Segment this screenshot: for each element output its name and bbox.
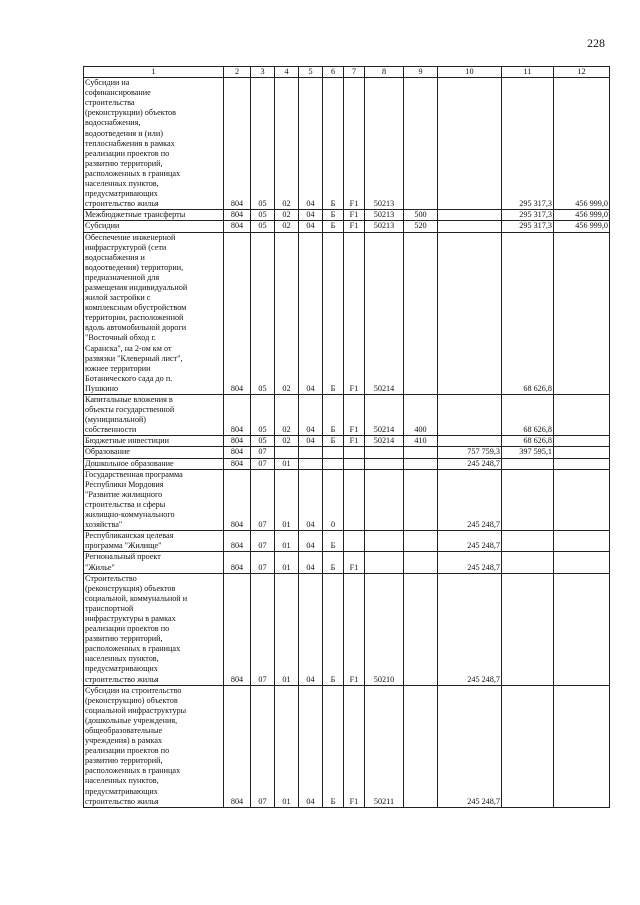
row-value-cell (344, 447, 365, 458)
page-number: 228 (587, 36, 605, 50)
row-value-cell: 02 (275, 436, 299, 447)
row-value-cell: 500 (404, 210, 438, 221)
row-value-cell (365, 458, 404, 469)
row-value-cell: 804 (224, 458, 251, 469)
row-value-cell: Б (323, 395, 344, 436)
row-value-cell (299, 458, 323, 469)
row-value-cell: 804 (224, 552, 251, 573)
row-value-cell: F1 (344, 210, 365, 221)
row-value-cell: Б (323, 232, 344, 395)
row-name-cell: Образование (84, 447, 224, 458)
row-value-cell: 07 (251, 458, 275, 469)
row-name-cell: Субсидии на строительство (реконструкцию) объектов социальной инфраструктуры (дошкольные учреждения, общеобразовательные учреждения) в рамках реализации проектов по развитию территорий, расположенных в границах населенных пунктов, предусматривающих строительство жилья (84, 685, 224, 807)
row-name-cell: Региональный проект "Жилье" (84, 552, 224, 573)
row-value-cell (275, 447, 299, 458)
row-value-cell: 804 (224, 221, 251, 232)
table-row (84, 78, 610, 210)
row-value-cell (554, 458, 610, 469)
table-row (84, 573, 610, 685)
row-value-cell: 245 248,7 (438, 685, 502, 807)
row-value-cell: 804 (224, 447, 251, 458)
row-value-cell (554, 573, 610, 685)
column-header: 1 (84, 67, 224, 78)
row-value-cell (323, 458, 344, 469)
table-header-row (84, 67, 610, 78)
row-value-cell: 804 (224, 395, 251, 436)
row-value-cell: 50214 (365, 395, 404, 436)
column-header: 8 (365, 67, 404, 78)
row-value-cell: 07 (251, 552, 275, 573)
row-value-cell: Б (323, 78, 344, 210)
column-header: 9 (404, 67, 438, 78)
row-value-cell: 02 (275, 395, 299, 436)
row-value-cell (404, 78, 438, 210)
row-value-cell (365, 469, 404, 531)
row-value-cell (438, 436, 502, 447)
row-value-cell: Б (323, 221, 344, 232)
row-value-cell (404, 469, 438, 531)
row-name-cell: Бюджетные инвестиции (84, 436, 224, 447)
row-value-cell: F1 (344, 395, 365, 436)
row-value-cell: Б (323, 685, 344, 807)
row-value-cell: 50214 (365, 436, 404, 447)
row-value-cell: 245 248,7 (438, 458, 502, 469)
row-value-cell: Б (323, 531, 344, 552)
row-value-cell: 04 (299, 552, 323, 573)
row-value-cell (502, 469, 554, 531)
row-value-cell: 04 (299, 232, 323, 395)
row-value-cell: 01 (275, 531, 299, 552)
row-value-cell: 295 317,3 (502, 210, 554, 221)
row-name-cell: Межбюджетные трансферты (84, 210, 224, 221)
row-value-cell: 757 759,3 (438, 447, 502, 458)
row-value-cell: Б (323, 436, 344, 447)
column-header: 6 (323, 67, 344, 78)
row-value-cell: 804 (224, 436, 251, 447)
row-value-cell: 04 (299, 685, 323, 807)
row-value-cell (502, 573, 554, 685)
table-row (84, 531, 610, 552)
row-name-cell: Государственная программа Республики Мордовия "Развитие жилищного строительства и сферы жилищно-коммунального хозяйства" (84, 469, 224, 531)
column-header: 10 (438, 67, 502, 78)
table-body (84, 78, 610, 808)
row-value-cell: 50213 (365, 78, 404, 210)
row-value-cell: 295 317,3 (502, 221, 554, 232)
table-row (84, 232, 610, 395)
row-name-cell: Субсидии на софинансирование строительства (реконструкции) объектов водоснабжения, водоотведения и (или) теплоснабжения в рамках реализации проектов по развитию территорий, расположенных в границах населенных пунктов, предусматривающих строительство жилья (84, 78, 224, 210)
row-value-cell: 68 626,8 (502, 232, 554, 395)
column-header: 5 (299, 67, 323, 78)
column-header: 3 (251, 67, 275, 78)
row-value-cell (554, 552, 610, 573)
row-value-cell: 01 (275, 552, 299, 573)
row-value-cell: 01 (275, 458, 299, 469)
row-value-cell: 02 (275, 78, 299, 210)
row-value-cell (554, 685, 610, 807)
row-value-cell: 245 248,7 (438, 573, 502, 685)
row-value-cell (438, 221, 502, 232)
row-value-cell (502, 552, 554, 573)
table-row (84, 469, 610, 531)
row-value-cell (554, 395, 610, 436)
row-value-cell: 804 (224, 78, 251, 210)
row-value-cell (502, 458, 554, 469)
table-row (84, 458, 610, 469)
row-value-cell: 804 (224, 210, 251, 221)
row-value-cell: 245 248,7 (438, 531, 502, 552)
row-value-cell (404, 458, 438, 469)
row-value-cell (404, 573, 438, 685)
row-value-cell (404, 685, 438, 807)
row-value-cell: 295 317,3 (502, 78, 554, 210)
row-value-cell (502, 685, 554, 807)
row-name-cell: Республиканская целевая программа "Жилище" (84, 531, 224, 552)
row-value-cell (344, 469, 365, 531)
table-row (84, 210, 610, 221)
row-value-cell: 50213 (365, 210, 404, 221)
row-value-cell: 520 (404, 221, 438, 232)
row-value-cell: 07 (251, 685, 275, 807)
row-value-cell (404, 232, 438, 395)
row-value-cell: 04 (299, 469, 323, 531)
row-name-cell: Капитальные вложения в объекты государственной (муниципальной) собственности (84, 395, 224, 436)
row-value-cell: 05 (251, 221, 275, 232)
row-value-cell: 456 999,0 (554, 221, 610, 232)
row-value-cell (438, 395, 502, 436)
row-value-cell (554, 469, 610, 531)
row-value-cell (365, 552, 404, 573)
row-value-cell: 400 (404, 395, 438, 436)
row-value-cell: 456 999,0 (554, 210, 610, 221)
row-value-cell (365, 447, 404, 458)
row-value-cell: F1 (344, 78, 365, 210)
row-value-cell: 04 (299, 395, 323, 436)
row-value-cell: 68 626,8 (502, 395, 554, 436)
row-value-cell (404, 531, 438, 552)
row-value-cell: 02 (275, 210, 299, 221)
row-value-cell: 07 (251, 531, 275, 552)
row-value-cell: 04 (299, 436, 323, 447)
row-value-cell (554, 531, 610, 552)
row-value-cell: 50210 (365, 573, 404, 685)
row-value-cell: Б (323, 573, 344, 685)
row-value-cell (554, 232, 610, 395)
table-row (84, 552, 610, 573)
row-value-cell (404, 552, 438, 573)
row-value-cell: Б (323, 210, 344, 221)
table-row (84, 395, 610, 436)
row-value-cell: 410 (404, 436, 438, 447)
row-value-cell: 50214 (365, 232, 404, 395)
table-row (84, 685, 610, 807)
row-value-cell: 05 (251, 395, 275, 436)
row-value-cell (344, 531, 365, 552)
row-value-cell (344, 458, 365, 469)
row-name-cell: Обеспечение инженерной инфраструктурой (сети водоснабжения и водоотведения) территории, предназначенной для размещения индивидуальной жилой застройки с комплексным обустройством территории, расположенной вдоль автомобильной дороги "Восточный обход г. Саранска", на 2-ом км от развязки "Клеверный лист", южнее территории Ботанического сада до п. Пушкино (84, 232, 224, 395)
row-value-cell: 04 (299, 531, 323, 552)
row-value-cell: 07 (251, 469, 275, 531)
row-value-cell (323, 447, 344, 458)
row-value-cell: 0 (323, 469, 344, 531)
row-value-cell (554, 436, 610, 447)
row-value-cell: 456 999,0 (554, 78, 610, 210)
column-header: 11 (502, 67, 554, 78)
column-header: 12 (554, 67, 610, 78)
budget-table (83, 66, 610, 808)
row-value-cell: 04 (299, 78, 323, 210)
row-value-cell: 04 (299, 221, 323, 232)
table-row (84, 221, 610, 232)
row-value-cell (299, 447, 323, 458)
row-value-cell: F1 (344, 573, 365, 685)
row-value-cell: 68 626,8 (502, 436, 554, 447)
row-value-cell: 50213 (365, 221, 404, 232)
row-name-cell: Субсидии (84, 221, 224, 232)
row-value-cell: 05 (251, 78, 275, 210)
row-value-cell: 804 (224, 685, 251, 807)
row-value-cell: 804 (224, 573, 251, 685)
row-value-cell: 07 (251, 447, 275, 458)
row-value-cell: 804 (224, 531, 251, 552)
row-value-cell: 07 (251, 573, 275, 685)
row-value-cell: 01 (275, 573, 299, 685)
row-value-cell (502, 531, 554, 552)
row-name-cell: Дошкольное образование (84, 458, 224, 469)
table-row (84, 436, 610, 447)
row-value-cell: 02 (275, 232, 299, 395)
row-value-cell (554, 447, 610, 458)
row-value-cell: 804 (224, 469, 251, 531)
row-value-cell: F1 (344, 685, 365, 807)
row-value-cell: Б (323, 552, 344, 573)
column-header: 7 (344, 67, 365, 78)
row-value-cell: 05 (251, 210, 275, 221)
column-header: 2 (224, 67, 251, 78)
row-name-cell: Строительство (реконструкция) объектов социальной, коммунальной и транспортной инфраструктуры в рамках реализации проектов по развитию территорий, расположенных в границах населенных пунктов, предусматривающих строительство жилья (84, 573, 224, 685)
row-value-cell (438, 210, 502, 221)
row-value-cell: 05 (251, 436, 275, 447)
row-value-cell (438, 232, 502, 395)
row-value-cell (438, 78, 502, 210)
row-value-cell: 01 (275, 469, 299, 531)
row-value-cell: 245 248,7 (438, 552, 502, 573)
row-value-cell: 05 (251, 232, 275, 395)
row-value-cell: 245 248,7 (438, 469, 502, 531)
row-value-cell: F1 (344, 436, 365, 447)
row-value-cell (404, 447, 438, 458)
row-value-cell: 02 (275, 221, 299, 232)
row-value-cell: F1 (344, 552, 365, 573)
row-value-cell: F1 (344, 232, 365, 395)
row-value-cell: 04 (299, 573, 323, 685)
row-value-cell: F1 (344, 221, 365, 232)
row-value-cell: 01 (275, 685, 299, 807)
row-value-cell: 397 595,1 (502, 447, 554, 458)
row-value-cell: 50211 (365, 685, 404, 807)
row-value-cell: 804 (224, 232, 251, 395)
row-value-cell (365, 531, 404, 552)
row-value-cell: 04 (299, 210, 323, 221)
column-header: 4 (275, 67, 299, 78)
table-row (84, 447, 610, 458)
